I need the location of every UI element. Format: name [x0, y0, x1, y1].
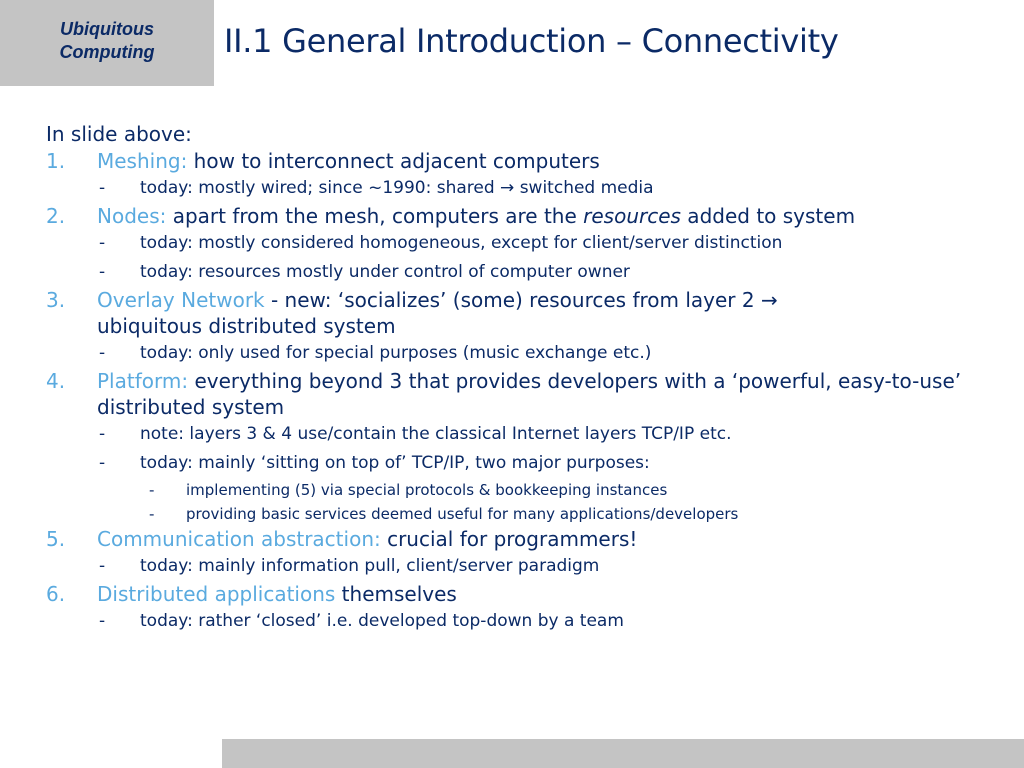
- arrow-icon: →: [760, 288, 778, 312]
- dash: -: [149, 481, 155, 499]
- sub-item: [46, 607, 1006, 636]
- sub-item: [46, 339, 1006, 368]
- intro-text: In slide above:: [46, 122, 192, 146]
- item-keyword: Platform:: [97, 369, 189, 393]
- item-keyword: Distributed applications: [97, 582, 336, 606]
- item-number: 2.: [46, 204, 66, 228]
- item-keyword: Communication abstraction:: [97, 527, 381, 551]
- sub-text: today: mostly considered homogeneous, except for client/server distinction: [140, 233, 783, 253]
- dash: -: [99, 424, 106, 444]
- sub-text: switched media: [514, 178, 654, 198]
- footer-bar: [222, 739, 1024, 768]
- dash: -: [99, 556, 106, 576]
- item-text: added to system: [680, 204, 856, 228]
- sub-text: today: resources mostly under control of computer owner: [140, 262, 630, 282]
- sub-item: [46, 229, 1006, 258]
- sub-sub-text: implementing (5) via special protocols & bookkeeping instances: [186, 481, 668, 499]
- sub-item: [46, 552, 1006, 581]
- dash: -: [99, 233, 106, 253]
- item-text: ubiquitous distributed system: [97, 314, 396, 338]
- sub-text: note: layers 3 & 4 use/contain the classical Internet layers TCP/IP etc.: [140, 424, 732, 444]
- sub-item: [46, 449, 1006, 478]
- sub-sub-text: providing basic services deemed useful for many applications/developers: [186, 505, 739, 523]
- arrow-icon: →: [500, 178, 515, 198]
- sub-sub-item: [46, 478, 1006, 502]
- logo-line-1: Ubiquitous: [60, 19, 154, 39]
- dash: -: [99, 178, 106, 198]
- list-item-1: [46, 148, 1006, 174]
- list-item-4: [46, 368, 1006, 420]
- item-text: - new: ‘socializes’ (some) resources from layer 2: [264, 288, 761, 312]
- list-item-2: [46, 203, 1006, 229]
- item-number: 5.: [46, 527, 66, 551]
- sub-text: today: only used for special purposes (music exchange etc.): [140, 343, 652, 363]
- sub-item: [46, 420, 1006, 449]
- list-item-3: [46, 287, 1006, 339]
- sub-text: today: rather ‘closed’ i.e. developed top-down by a team: [140, 611, 624, 631]
- sub-text: today: mostly wired; since ~1990: shared: [140, 178, 501, 198]
- dash: -: [99, 343, 106, 363]
- dash: -: [99, 262, 106, 282]
- item-text: everything beyond 3 that provides developers with a ‘powerful, easy-to-use’ distributed system: [97, 369, 962, 419]
- item-text: how to interconnect adjacent computers: [187, 149, 600, 173]
- dash: -: [99, 611, 106, 631]
- slide-content: [46, 120, 1006, 636]
- logo-line-2: Computing: [59, 42, 155, 62]
- item-number: 4.: [46, 369, 66, 393]
- list-item-5: [46, 526, 1006, 552]
- item-emphasis: resources: [583, 204, 681, 228]
- list-item-6: [46, 581, 1006, 607]
- item-number: 1.: [46, 149, 66, 173]
- dash: -: [99, 453, 106, 473]
- sub-text: today: mainly information pull, client/server paradigm: [140, 556, 600, 576]
- item-keyword: Overlay Network: [97, 288, 265, 312]
- logo-box: [0, 0, 214, 86]
- sub-item: [46, 174, 1006, 203]
- item-keyword: Meshing:: [97, 149, 188, 173]
- item-keyword: Nodes:: [97, 204, 167, 228]
- sub-text: today: mainly ‘sitting on top of’ TCP/IP, two major purposes:: [140, 453, 650, 473]
- item-number: 3.: [46, 288, 66, 312]
- item-text: apart from the mesh, computers are the: [166, 204, 584, 228]
- sub-item: [46, 258, 1006, 287]
- slide-title: II.1 General Introduction – Connectivity: [224, 22, 839, 60]
- item-text: crucial for programmers!: [380, 527, 638, 551]
- sub-sub-item: [46, 502, 1006, 526]
- dash: -: [149, 505, 155, 523]
- item-number: 6.: [46, 582, 66, 606]
- item-text: themselves: [335, 582, 457, 606]
